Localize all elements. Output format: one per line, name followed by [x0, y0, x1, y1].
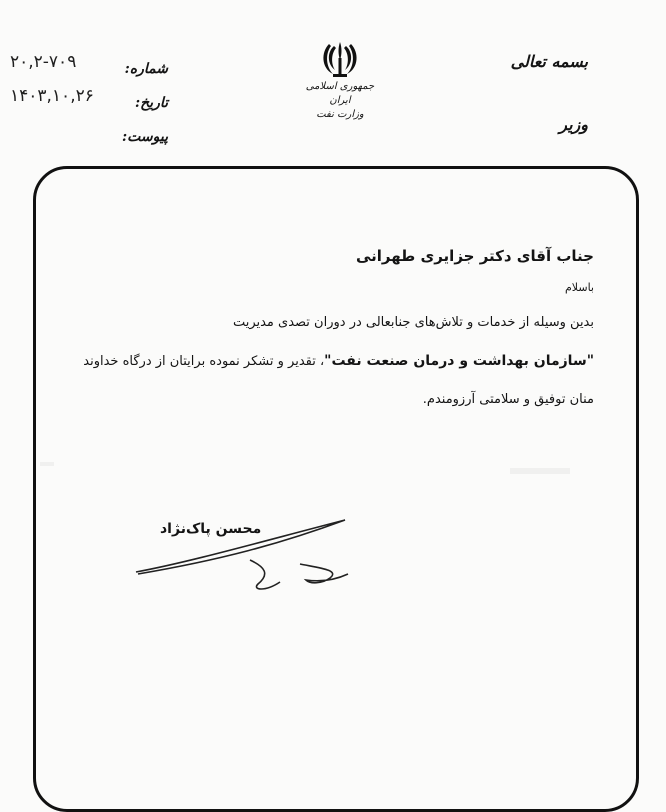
emblem-line-2: وزارت نفت — [316, 109, 364, 120]
letter-date: ۱۴۰۳,۱۰,۲۶ — [10, 86, 94, 106]
ministry-emblem — [305, 40, 375, 122]
greeting: باسلام — [564, 281, 594, 294]
scan-noise — [40, 462, 54, 466]
meta-labels — [118, 58, 168, 160]
number-label: شماره: — [124, 61, 168, 77]
scan-noise — [510, 468, 570, 474]
paragraph-line-2-rest: ، تقدیر و تشکر نموده برایتان از درگاه خداوند — [83, 354, 325, 369]
minister-title: وزیر — [559, 115, 588, 134]
paragraph-line-2 — [74, 342, 594, 381]
paragraph-line-3: منان توفیق و سلامتی آرزومندم. — [422, 392, 594, 407]
iran-emblem-icon — [321, 40, 359, 80]
paragraph-line-1: بدین وسیله از خدمات و تلاش‌های جنابعالی در دوران تصدی مدیریت — [232, 315, 594, 330]
meta-values — [10, 52, 120, 106]
emblem-line-1: جمهوری اسلامی ایران — [305, 81, 375, 106]
letter-body — [74, 247, 594, 419]
signer-name: محسن پاک‌نژاد — [160, 521, 262, 537]
attachment-label: پیوست: — [122, 129, 168, 145]
organization-name: "سازمان بهداشت و درمان صنعت نفت" — [324, 353, 594, 369]
recipient-line: جناب آقای دکتر جزایری طهرانی — [355, 247, 594, 265]
letterhead-header — [448, 52, 588, 134]
date-label: تاریخ: — [134, 95, 168, 111]
handwritten-signature — [130, 512, 370, 592]
letter-number: ۲۰,۲-۷۰۹ — [10, 52, 77, 72]
bismillah-heading: بسمه تعالی — [510, 52, 588, 71]
